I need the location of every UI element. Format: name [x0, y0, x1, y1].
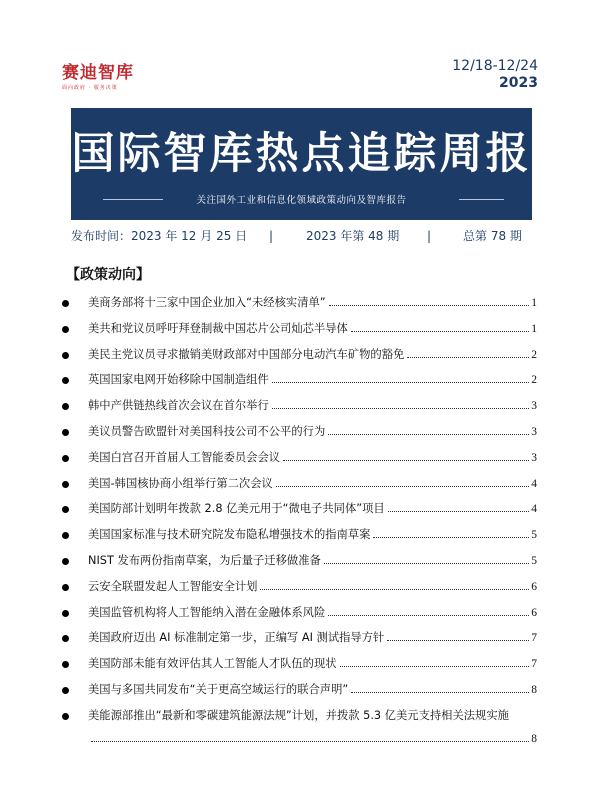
- toc-item-title: 英国国家电网开始移除中国制造组件: [88, 373, 269, 387]
- bullet-icon: [62, 532, 69, 539]
- toc-page-number: 1: [531, 322, 537, 335]
- leader-dots: [272, 408, 529, 409]
- toc-item[interactable]: [62, 653, 537, 679]
- bullet-icon: [62, 713, 69, 720]
- leader-dots: [283, 460, 529, 461]
- toc-item[interactable]: [62, 679, 537, 705]
- publication-info: [71, 228, 532, 244]
- bullet-icon: [62, 326, 69, 333]
- toc-item-title: 美共和党议员呼吁拜登制裁中国芯片公司灿芯半导体: [88, 321, 348, 335]
- logo: [62, 63, 134, 91]
- leader-dots: [340, 666, 530, 667]
- toc-page-number: 2: [531, 348, 537, 361]
- bullet-icon: [62, 429, 69, 436]
- toc-page-number: 3: [531, 425, 537, 438]
- bullet-icon: [62, 687, 69, 694]
- toc-page-number: 1: [531, 297, 537, 309]
- total-issue: 总第 78 期: [463, 229, 522, 243]
- leader-dots: [329, 305, 530, 306]
- bullet-icon: [62, 635, 69, 642]
- toc-page-number: 2: [531, 374, 537, 387]
- toc-item[interactable]: [62, 576, 537, 602]
- toc-page-number: 3: [531, 451, 537, 464]
- logo-title: 赛迪智库: [62, 63, 134, 83]
- title-banner: [71, 108, 532, 220]
- leader-dots: [373, 537, 529, 538]
- toc-page-number: 5: [531, 529, 537, 542]
- leader-dots: [351, 331, 529, 332]
- issue-week: [452, 58, 538, 92]
- toc-item[interactable]: [62, 498, 537, 524]
- toc-item-title: 美国与多国共同发布“关于更高空域运行的联合声明”: [88, 682, 349, 696]
- toc-item-title: 美国国家标准与技术研究院发布隐私增强技术的指南草案: [88, 528, 371, 542]
- bullet-icon: [62, 558, 69, 565]
- toc-page-number: 6: [531, 580, 537, 593]
- separator: |: [427, 229, 432, 243]
- separator: |: [269, 229, 274, 243]
- report-title: 国际智库热点追踪周报: [71, 129, 532, 179]
- toc-item[interactable]: [62, 627, 537, 653]
- toc-item[interactable]: [62, 705, 537, 751]
- bullet-icon: [62, 506, 69, 513]
- bullet-icon: [62, 455, 69, 462]
- date-range: 12/18-12/24: [452, 58, 538, 74]
- toc-page-number: 8: [531, 732, 537, 745]
- toc-item[interactable]: [62, 292, 537, 318]
- bullet-icon: [62, 352, 69, 359]
- bullet-icon: [62, 610, 69, 617]
- leader-dots: [91, 741, 529, 742]
- leader-dots: [328, 434, 529, 435]
- bullet-icon: [62, 300, 69, 307]
- toc-item[interactable]: [62, 318, 537, 344]
- toc-item[interactable]: [62, 524, 537, 550]
- bullet-icon: [62, 661, 69, 668]
- bullet-icon: [62, 481, 69, 488]
- toc-item-title: 美国政府迈出 AI 标准制定第一步，正编写 AI 测试指导方针: [88, 631, 385, 645]
- leader-dots: [351, 692, 529, 693]
- toc-item-title: 韩中产供链热线首次会议在首尔举行: [88, 399, 269, 413]
- toc-page-number: 5: [531, 554, 537, 567]
- leader-dots: [388, 511, 530, 512]
- toc-page-number: 3: [531, 400, 537, 413]
- toc-page-number: 8: [531, 683, 537, 696]
- toc-item-title: 美国白宫召开首届人工智能委员会会议: [88, 450, 281, 464]
- leader-dots: [407, 357, 529, 358]
- toc-item[interactable]: [62, 550, 537, 576]
- publish-date: 发布时间：2023 年 12 月 25 日: [71, 229, 248, 243]
- subtitle-rule-left: [103, 199, 163, 200]
- leader-dots: [324, 563, 529, 564]
- toc-item-title: NIST 发布两份指南草案，为后量子迁移做准备: [88, 553, 321, 567]
- toc-item[interactable]: [62, 602, 537, 628]
- toc-item[interactable]: [62, 369, 537, 395]
- toc-item-title: 美能源部推出“最新和零碳建筑能源法规”计划，并拨款 5.3 亿美元支持相关法规实施: [88, 708, 509, 722]
- toc-item-title: 美国防部未能有效评估其人工智能人才队伍的现状: [88, 657, 337, 671]
- leader-dots: [260, 589, 529, 590]
- report-subtitle: 关注国外工业和信息化领域政策动向及智库报告: [196, 195, 407, 206]
- toc-item[interactable]: [62, 421, 537, 447]
- leader-dots: [328, 615, 529, 616]
- leader-dots: [387, 640, 529, 641]
- toc-item-title: 美议员警告欧盟针对美国科技公司不公平的行为: [88, 424, 326, 438]
- section-heading: 【政策动向】: [66, 267, 150, 283]
- toc-item-title: 云安全联盟发起人工智能安全计划: [88, 579, 258, 593]
- toc-item-title: 美国监管机构将人工智能纳入潜在金融体系风险: [88, 605, 326, 619]
- toc-item[interactable]: [62, 344, 537, 370]
- subtitle-rule-right: [459, 199, 504, 200]
- toc-page-number: 7: [531, 632, 537, 645]
- bullet-icon: [62, 377, 69, 384]
- bullet-icon: [62, 403, 69, 410]
- toc-page-number: 7: [531, 658, 537, 671]
- leader-dots: [272, 382, 529, 383]
- toc-item-title: 美国-韩国核协商小组举行第二次会议: [88, 476, 273, 490]
- toc-item[interactable]: [62, 473, 537, 499]
- issue-number: 2023 年第 48 期: [306, 229, 400, 243]
- toc-page-number: 4: [531, 477, 537, 490]
- leader-dots: [276, 486, 529, 487]
- bullet-icon: [62, 584, 69, 591]
- toc-page-number: 4: [531, 503, 537, 516]
- toc-item-title: 美民主党议员寻求撤销美财政部对中国部分电动汽车矿物的豁免: [88, 347, 405, 361]
- issue-year: 2023: [499, 75, 538, 91]
- toc-item[interactable]: [62, 395, 537, 421]
- toc-item-title: 美国防部计划明年拨款 2.8 亿美元用于“微电子共同体”项目: [88, 502, 385, 516]
- toc-item-title: 美商务部将十三家中国企业加入“未经核实清单”: [88, 296, 326, 309]
- logo-slogan: 面向政府 · 服务决策: [62, 85, 118, 91]
- table-of-contents: [62, 292, 537, 751]
- toc-item[interactable]: [62, 447, 537, 473]
- toc-page-number: 6: [531, 606, 537, 619]
